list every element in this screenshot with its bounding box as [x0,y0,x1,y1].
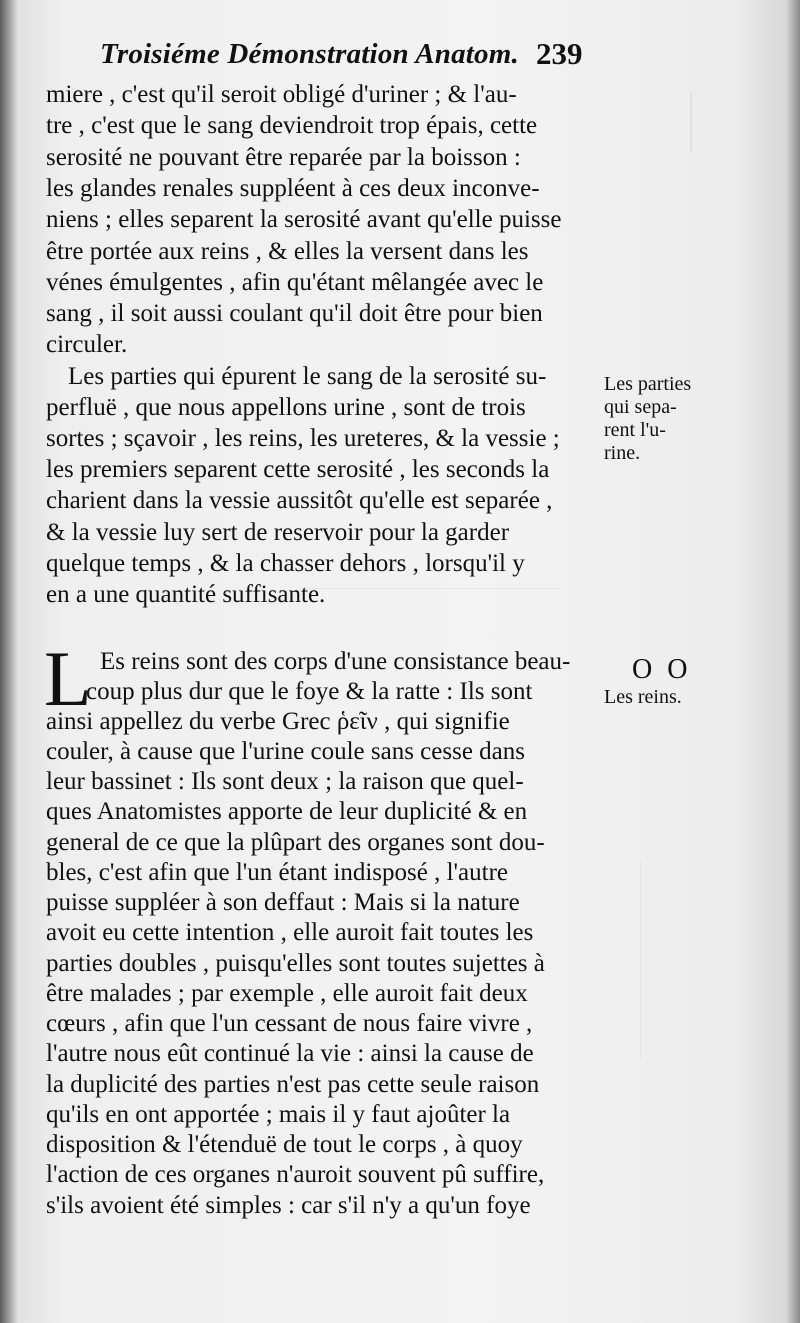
text-line: cœurs , afin que l'un cessant de nous faire vivre , [46,1010,533,1037]
text-line: les glandes renales suppléent à ces deux inconve- [46,175,540,202]
page-gutter-shadow [0,0,18,1323]
text-line: en a une quantité suffisante. [46,581,326,608]
margin-note-line: rine. [604,442,641,464]
margin-note-reins: Les reins. [604,686,682,708]
text-line: charient dans la vessie aussitôt qu'elle est separée , [46,487,553,514]
text-line: la duplicité des parties n'est pas cette seule raison [46,1071,540,1098]
text-line: l'autre nous eût continué la vie : ainsi la cause de [46,1040,534,1067]
text-line: qu'ils en ont apportée ; mais il y faut ajoûter la [46,1101,511,1128]
text-line: leur bassinet : Ils sont deux ; la raison que quel- [46,768,524,795]
text-line: l'action de ces organes n'auroit souvent pû suffire, [46,1161,545,1188]
text-line: parties doubles , puisqu'elles sont toutes sujettes à [46,950,545,977]
text-line: general de ce que la plûpart des organes sont dou- [46,829,545,856]
text-line: s'ils avoient été simples : car s'il n'y a qu'un foye [46,1192,531,1219]
text-line: avoit eu cette intention , elle auroit fait toutes les [46,919,534,946]
text-line: & la vessie luy sert de reservoir pour la garder [46,519,510,546]
text-line: bles, c'est afin que l'un étant indisposé , l'autre [46,859,508,886]
text-line: puisse suppléer à son deffaut : Mais si la nature [46,889,520,916]
text-line: disposition & l'étenduë de tout le corps , à quoy [46,1131,523,1158]
text-line: circuler. [46,331,128,358]
text-line: vénes émulgentes , afin qu'étant mêlangée avec le [46,269,544,296]
text-line: ques Anatomistes apporte de leur duplicité & en [46,798,528,825]
drop-cap: L [44,635,92,722]
bleed-through-mark [640,860,721,1060]
running-header [100,36,600,76]
text-line: les premiers separent cette serosité , les seconds la [46,456,550,483]
section-ornament: O O [632,654,692,685]
page-number: 239 [536,36,583,71]
text-line: quelque temps , & la chasser dehors , lorsqu'il y [46,550,525,577]
running-title: Troisiéme Démonstration Anatom. [100,38,519,70]
text-line: perfluë , que nous appellons urine , sont de trois [46,394,526,421]
text-line: sang , il soit aussi coulant qu'il doit être pour bien [46,300,543,327]
margin-note-line: Les parties [604,373,692,395]
margin-note-line: qui sepa- [604,396,677,418]
text-line: serosité ne pouvant être reparée par la boisson : [46,144,521,171]
text-line: être portée aux reins , & elles la versent dans les [46,238,529,265]
text-line: miere , c'est qu'il seroit obligé d'uriner ; & l'au- [46,81,517,108]
text-line: coup plus dur que le foye & la ratte : Ils sont [86,678,533,705]
page-edge-shadow [786,0,800,1323]
text-line: Es reins sont des corps d'une consistance beau- [100,648,571,675]
text-line: sortes ; sçavoir , les reins, les ureteres, & la vessie ; [46,425,560,452]
text-line: Les parties qui épurent le sang de la serosité su- [68,363,547,390]
text-line: tre , c'est que le sang deviendroit trop épais, cette [46,112,538,139]
text-line: être malades ; par exemple , elle auroit fait deux [46,980,528,1007]
bleed-through-mark [690,92,782,152]
text-line: niens ; elles separent la serosité avant qu'elle puisse [46,206,562,233]
text-line: ainsi appellez du verbe Grec ῥεῖν , qui signifie [46,708,510,735]
text-line: couler, à cause que l'urine coule sans cesse dans [46,738,526,765]
margin-note-line: rent l'u- [604,419,666,441]
